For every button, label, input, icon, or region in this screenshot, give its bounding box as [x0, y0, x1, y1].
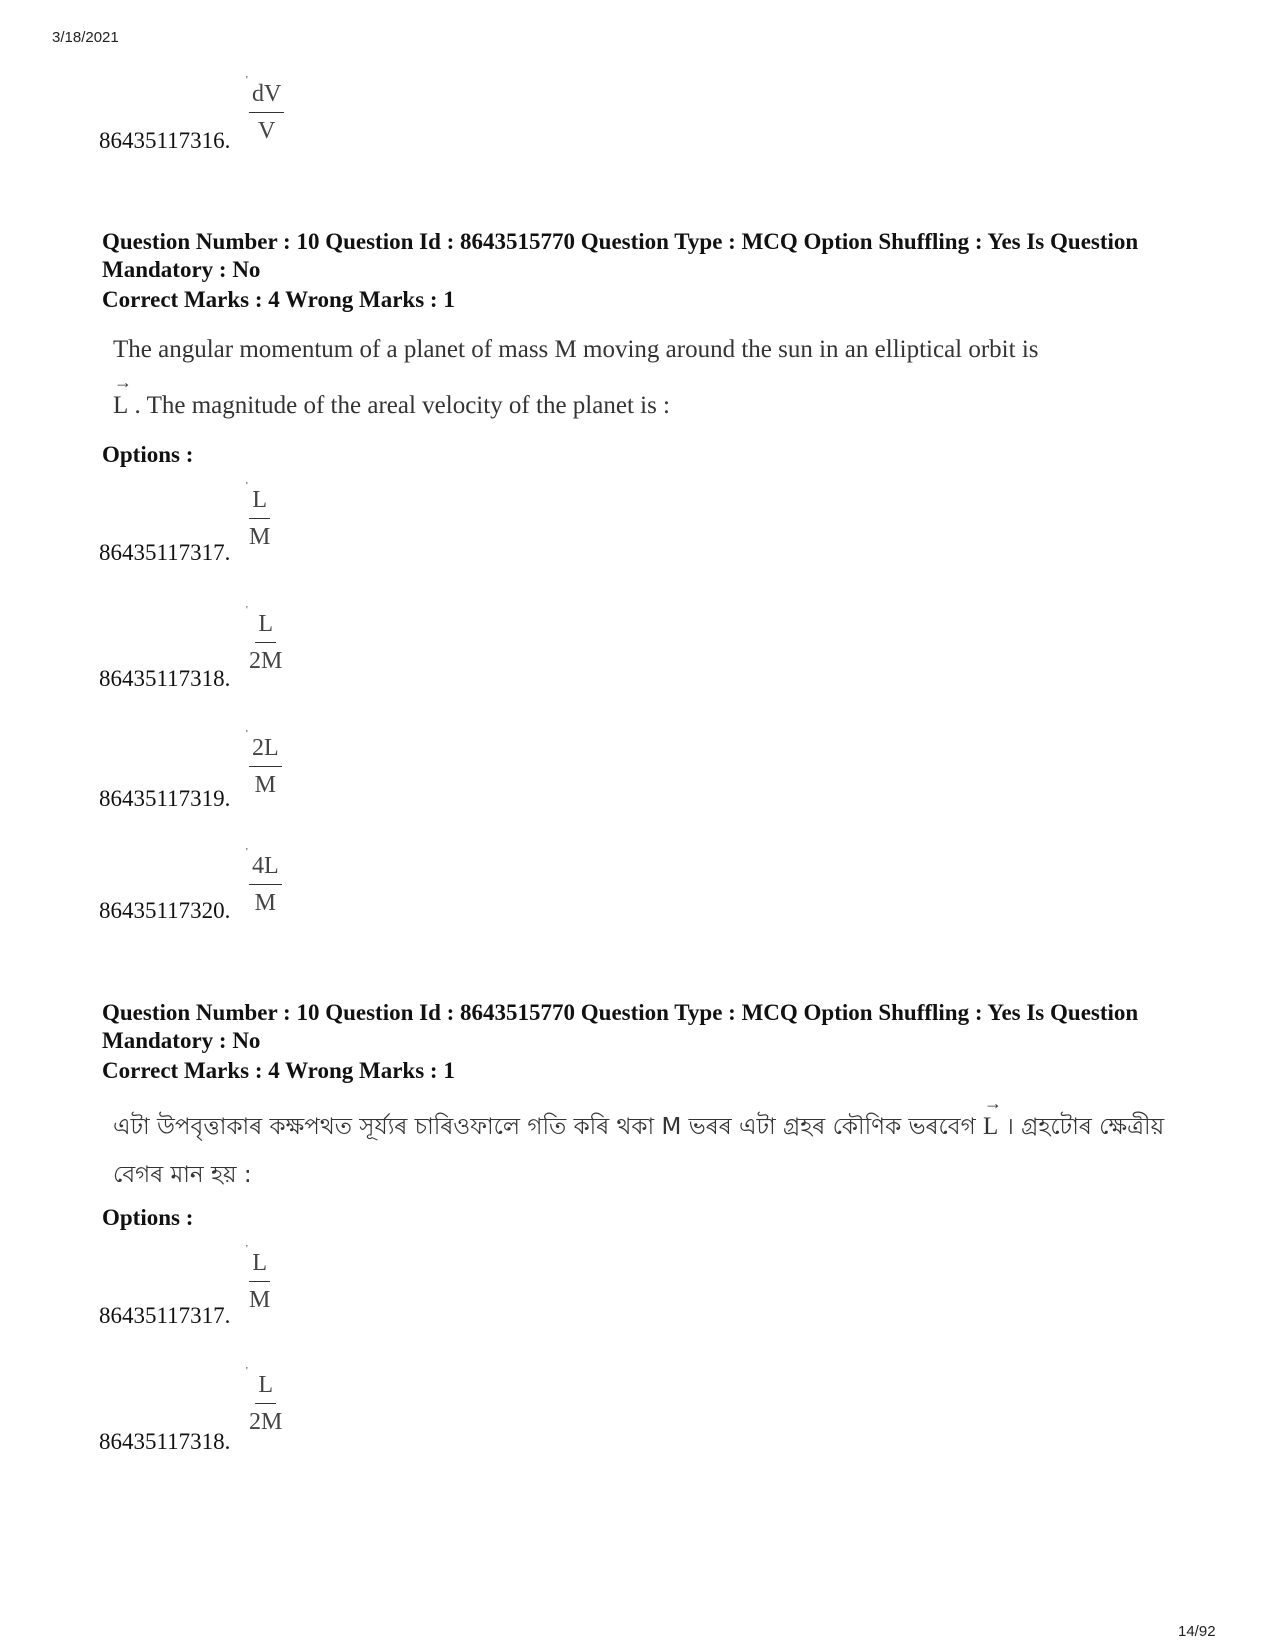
option-id: 86435117316.: [99, 128, 231, 153]
option-fraction: ' L M: [246, 1244, 271, 1313]
question-text-line1: [113, 1093, 1213, 1147]
option-fraction: ' L M: [246, 481, 271, 550]
option-id: 86435117318.: [99, 1429, 231, 1454]
fraction-numerator: dV: [249, 82, 284, 113]
option-fraction: ' L 2M: [246, 605, 283, 674]
fraction-numerator: 2L: [249, 736, 282, 767]
question-text-line1: The angular momentum of a planet of mass M moving around the sun in an elliptical orbit is: [113, 336, 1039, 363]
fraction-numerator: L: [255, 612, 276, 643]
option-fraction: ' dV V: [249, 82, 284, 143]
question-header: Question Number : 10 Question Id : 8643515770 Question Type : MCQ Option Shuffling : Yes Is Question Mandatory : No: [102, 1000, 1139, 1053]
fraction-denominator: 2M: [249, 1409, 283, 1435]
question-text-part-a: এটা উপবৃত্তাকাৰ কক্ষপথত সূৰ্য্যৰ চাৰিওফালে গতি কৰি থকা M ভৰৰ এটা গ্ৰহৰ কৌণিক ভৰবেগ: [113, 1114, 976, 1140]
question-text-line2: [113, 372, 1203, 420]
option-fraction: ' 2L M: [249, 736, 282, 797]
vector-symbol: → L: [113, 372, 132, 419]
fraction-denominator: 2M: [249, 648, 283, 674]
question-header: Question Number : 10 Question Id : 8643515770 Question Type : MCQ Option Shuffling : Yes Is Question Mandatory : No: [102, 229, 1139, 282]
fraction-denominator: V: [258, 118, 276, 144]
vector-arrow-icon: →: [983, 1093, 1002, 1113]
fraction-numerator: L: [249, 488, 270, 519]
fraction-numerator: L: [249, 1251, 270, 1282]
marks-line: Correct Marks : 4 Wrong Marks : 1: [102, 287, 455, 312]
fraction-numerator: L: [255, 1373, 276, 1404]
options-label: Options :: [102, 1205, 194, 1230]
vector-arrow-icon: →: [114, 372, 132, 392]
option-id: 86435117318.: [99, 666, 231, 691]
fraction-denominator: M: [254, 890, 276, 916]
question-text-line2: বেগৰ মান হয় :: [113, 1162, 252, 1188]
option-id: 86435117320.: [99, 898, 231, 923]
marks-line: Correct Marks : 4 Wrong Marks : 1: [102, 1058, 455, 1083]
fraction-numerator: 4L: [249, 854, 282, 885]
option-fraction: ' L 2M: [246, 1366, 283, 1435]
print-date: 3/18/2021: [52, 29, 119, 46]
fraction-denominator: M: [249, 524, 271, 550]
option-fraction: ' 4L M: [249, 854, 282, 915]
fraction-denominator: M: [249, 1287, 271, 1313]
options-label: Options :: [102, 442, 194, 467]
page-number: 14/92: [1178, 1623, 1216, 1640]
vector-symbol: → L: [982, 1093, 1002, 1140]
option-id: 86435117317.: [99, 540, 231, 565]
option-id: 86435117317.: [99, 1303, 231, 1328]
question-text-continuation: . The magnitude of the areal velocity of the planet is :: [134, 392, 671, 419]
question-text-part-b: । গ্ৰহটোৰ ক্ষেত্ৰীয়: [1005, 1114, 1165, 1140]
fraction-denominator: M: [254, 772, 276, 798]
option-id: 86435117319.: [99, 786, 231, 811]
